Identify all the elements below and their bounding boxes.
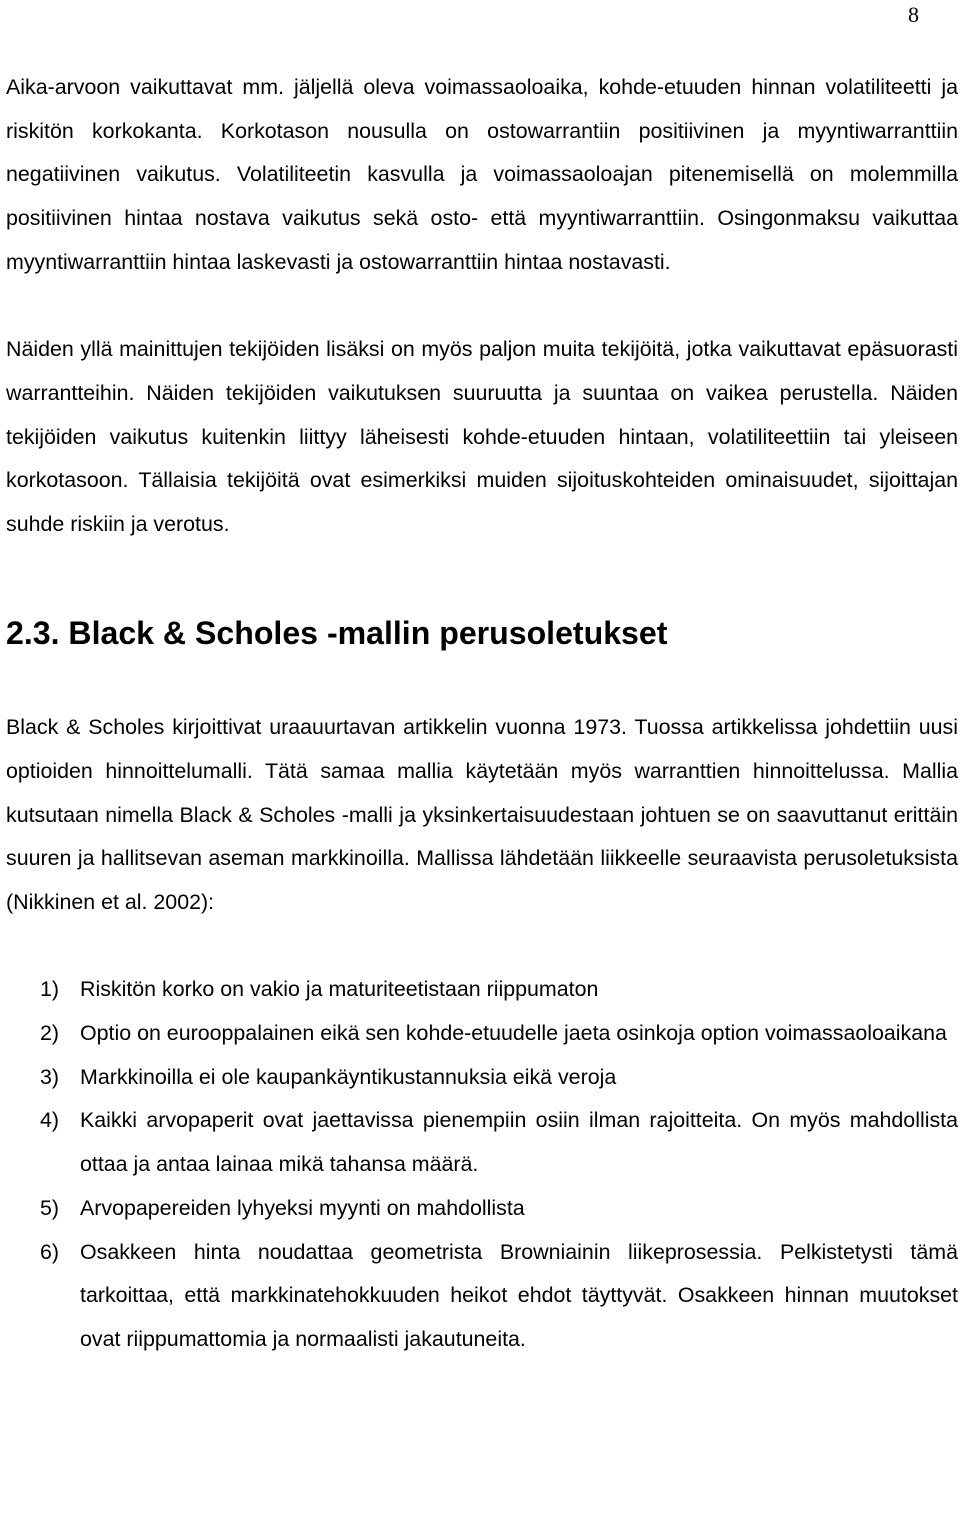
list-item-number: 1) — [40, 977, 60, 1002]
list-item-number: 2) — [40, 1021, 60, 1046]
list-item — [6, 1099, 958, 1186]
list-item-number: 5) — [40, 1195, 60, 1220]
paragraph-other-factors: Näiden yllä mainittujen tekijöiden lisäksi on myös paljon muita tekijöitä, jotka vaikuttavat epäsuorasti warrantteihin. Näiden tekijöiden vaikutuksen suuruutta ja suuntaa on vaikea perustella. Näiden tekijöiden vaikutus kuitenkin liittyy läheisesti kohde-etuuden hintaan, volatiliteettiin tai yleiseen korkotasoon. Tällaisia tekijöitä ovat esimerkiksi muiden sijoituskohteiden ominaisuudet, sijoittajan suhde riskiin ja verotus. — [6, 337, 958, 537]
list-item-text: Riskitön korko on vakio ja maturiteetistaan riippumaton — [80, 977, 599, 1002]
section-heading: 2.3. Black & Scholes -mallin perusoletukset — [6, 615, 668, 652]
list-item-text: Markkinoilla ei ole kaupankäyntikustannuksia eikä veroja — [80, 1064, 617, 1089]
list-item-text: Kaikki arvopaperit ovat jaettavissa pienempiin osiin ilman rajoitteita. On myös mahdollista ottaa ja antaa lainaa mikä tahansa määrä. — [80, 1108, 958, 1177]
list-item — [6, 1056, 958, 1100]
list-item-text: Arvopapereiden lyhyeksi myynti on mahdollista — [80, 1195, 525, 1220]
list-item-number: 4) — [40, 1108, 60, 1133]
paragraph-time-value: Aika-arvoon vaikuttavat mm. jäljellä oleva voimassaoloaika, kohde-etuuden hinnan volatiliteetti ja riskitön korkokanta. Korkotason nousulla on ostowarrantiin positiivinen ja myyntiwarranttiin negatiivinen vaikutus. Volatiliteetin kasvulla ja voimassaoloajan pitenemisellä on molemmilla positiivinen hintaa nostava vaikutus sekä osto- että myyntiwarranttiin. Osingonmaksu vaikuttaa myyntiwarranttiin hintaa laskevasti ja ostowarranttiin hintaa nostavasti. — [6, 75, 958, 274]
list-item — [6, 1012, 958, 1056]
list-item — [6, 968, 958, 1012]
list-item-number: 3) — [40, 1064, 60, 1089]
paragraph-black-scholes: Black & Scholes kirjoittivat uraauurtavan artikkelin vuonna 1973. Tuossa artikkelissa johdettiin uusi optioiden hinnoittelumalli. Tätä samaa mallia käytetään myös warranttien hinnoittelussa. Mallia kutsutaan nimella Black & Scholes -malli ja yksinkertaisuudestaan johtuen se on saavuttanut erittäin suuren ja hallitsevan aseman markkinoilla. Mallissa lähdetään liikkeelle seuraavista perusoletuksista (Nikkinen et al. 2002): — [6, 715, 958, 914]
assumptions-list — [6, 968, 958, 1361]
list-item-text: Osakkeen hinta noudattaa geometrista Browniainin liikeprosessia. Pelkistetysti tämä tarkoittaa, että markkinatehokkuuden heikot ehdot täyttyvät. Osakkeen hinnan muutokset ovat riippumattomia ja normaalisti jakautuneita. — [80, 1239, 958, 1351]
document-body — [6, 66, 958, 1362]
list-item-number: 6) — [40, 1239, 60, 1264]
list-item — [6, 1187, 958, 1231]
list-item-text: Optio on eurooppalainen eikä sen kohde-etuudelle jaeta osinkoja option voimassaoloaikana — [80, 1021, 947, 1046]
page-number: 8 — [908, 2, 919, 27]
list-item — [6, 1231, 958, 1362]
